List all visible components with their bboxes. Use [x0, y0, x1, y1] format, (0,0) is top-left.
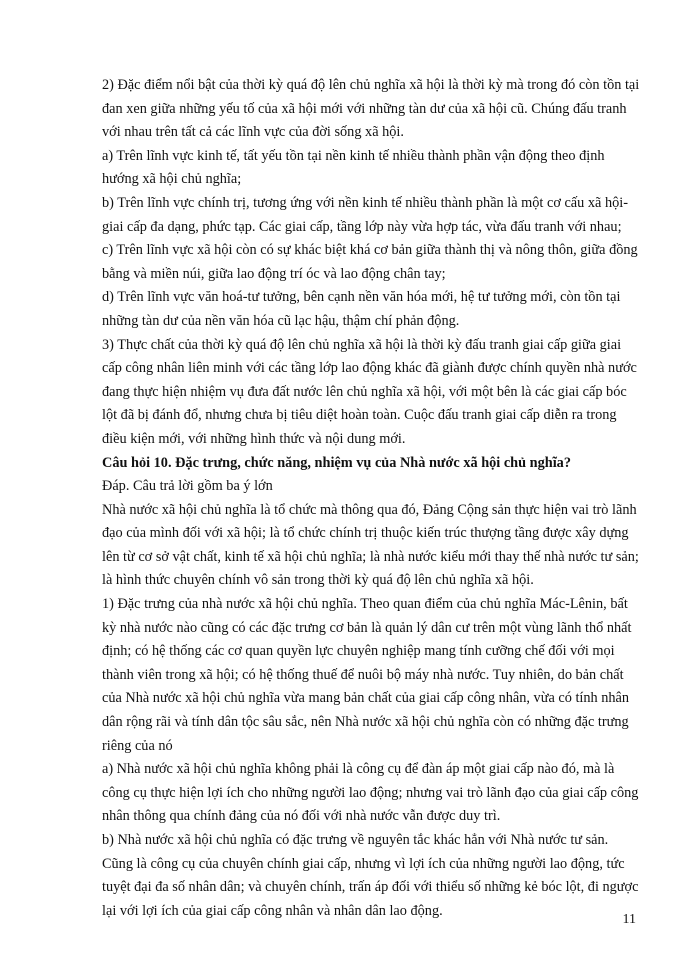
paragraph-political-field: b) Trên lĩnh vực chính trị, tương ứng với nền kinh tế nhiều thành phần là một cơ cấu xã hội-giai cấp đa dạng, phức tạp. Các giai cấp, tầng lớp này vừa hợp tác, vừa đấu tranh với nhau; [102, 194, 628, 235]
document-body [102, 74, 642, 923]
paragraph-characteristic-a: a) Nhà nước xã hội chủ nghĩa không phải là công cụ để đàn áp một giai cấp nào đó, mà là công cụ thực hiện lợi ích cho những người lao động; nhưng vai trò lãnh đạo của giai cấp công nhân thông qua chính đảng của nó đối với nhà nước vẫn được duy trì. [102, 761, 639, 825]
paragraph-state-definition: Nhà nước xã hội chủ nghĩa là tổ chức mà thông qua đó, Đảng Cộng sản thực hiện vai trò lãnh đạo của mình đối với xã hội; là tổ chức chính trị thuộc kiến trúc thượng tầng được xây dựng lên từ cơ sở vật chất, kinh tế xã hội chủ nghĩa; là nhà nước kiểu mới thay thế nhà nước tư sản; là hình thức chuyên chính vô sản trong thời kỳ quá độ lên chủ nghĩa xã hội. [102, 501, 639, 589]
paragraph-economic-field: a) Trên lĩnh vực kinh tế, tất yếu tồn tại nền kinh tế nhiều thành phần vận động theo định hướng xã hội chủ nghĩa; [102, 147, 605, 188]
question-heading: Câu hỏi 10. Đặc trưng, chức năng, nhiệm vụ của Nhà nước xã hội chủ nghĩa? [102, 454, 571, 471]
paragraph-transition-features: 2) Đặc điểm nổi bật của thời kỳ quá độ lên chủ nghĩa xã hội là thời kỳ mà trong đó còn tồn tại đan xen giữa những yếu tố của xã hội mới với những tàn dư của xã hội cũ. Chúng đấu tranh với nhau trên tất cả các lĩnh vực của đời sống xã hội. [102, 77, 640, 141]
paragraph-characteristic-b: b) Nhà nước xã hội chủ nghĩa có đặc trưng về nguyên tắc khác hẳn với Nhà nước tư sản. Cũng là công cụ của chuyên chính giai cấp, nhưng vì lợi ích của những người lao động, tức tuyệt đại đa số nhân dân; và chuyên chính, trấn áp đối với thiểu số những kẻ bóc lột, đi ngược lại với lợi ích của giai cấp công nhân và nhân dân lao động. [102, 832, 639, 919]
paragraph-cultural-field: d) Trên lĩnh vực văn hoá-tư tưởng, bên cạnh nền văn hóa mới, hệ tư tưởng mới, còn tồn tại những tàn dư của nền văn hóa cũ lạc hậu, thậm chí phản động. [102, 289, 621, 329]
paragraph-state-characteristics: 1) Đặc trưng của nhà nước xã hội chủ nghĩa. Theo quan điểm của chủ nghĩa Mác-Lênin, bất kỳ nhà nước nào cũng có các đặc trưng cơ bản là quản lý dân cư trên một vùng lãnh thổ nhất định; có hệ thống các cơ quan quyền lực chuyên nghiệp mang tính cưỡng chế đối với mọi thành viên trong xã hội; có hệ thống thuế để nuôi bộ máy nhà nước. Tuy nhiên, do bản chất của Nhà nước xã hội chủ nghĩa vừa mang bản chất của giai cấp công nhân, vừa có tính nhân dân rộng rãi và tính dân tộc sâu sắc, nên Nhà nước xã hội chủ nghĩa còn có những đặc trưng riêng của nó [102, 596, 632, 754]
paragraph-social-field: c) Trên lĩnh vực xã hội còn có sự khác biệt khá cơ bản giữa thành thị và nông thôn, giữa đồng bằng và miền núi, giữa lao động trí óc và lao động chân tay; [102, 242, 638, 282]
answer-intro: Đáp. Câu trả lời gồm ba ý lớn [102, 478, 273, 495]
paragraph-transition-essence: 3) Thực chất của thời kỳ quá độ lên chủ nghĩa xã hội là thời kỳ đấu tranh giai cấp giữa giai cấp công nhân liên minh với các tầng lớp lao động khác đã giành được chính quyền nhà nước đang thực hiện nhiệm vụ đưa đất nước lên chủ nghĩa xã hội, với một bên là các giai cấp bóc lột đã bị đánh đổ, nhưng chưa bị tiêu diệt hoàn toàn. Cuộc đấu tranh giai cấp diễn ra trong điều kiện mới, với những hình thức và nội dung mới. [102, 336, 637, 447]
page-number: 11 [622, 912, 636, 927]
